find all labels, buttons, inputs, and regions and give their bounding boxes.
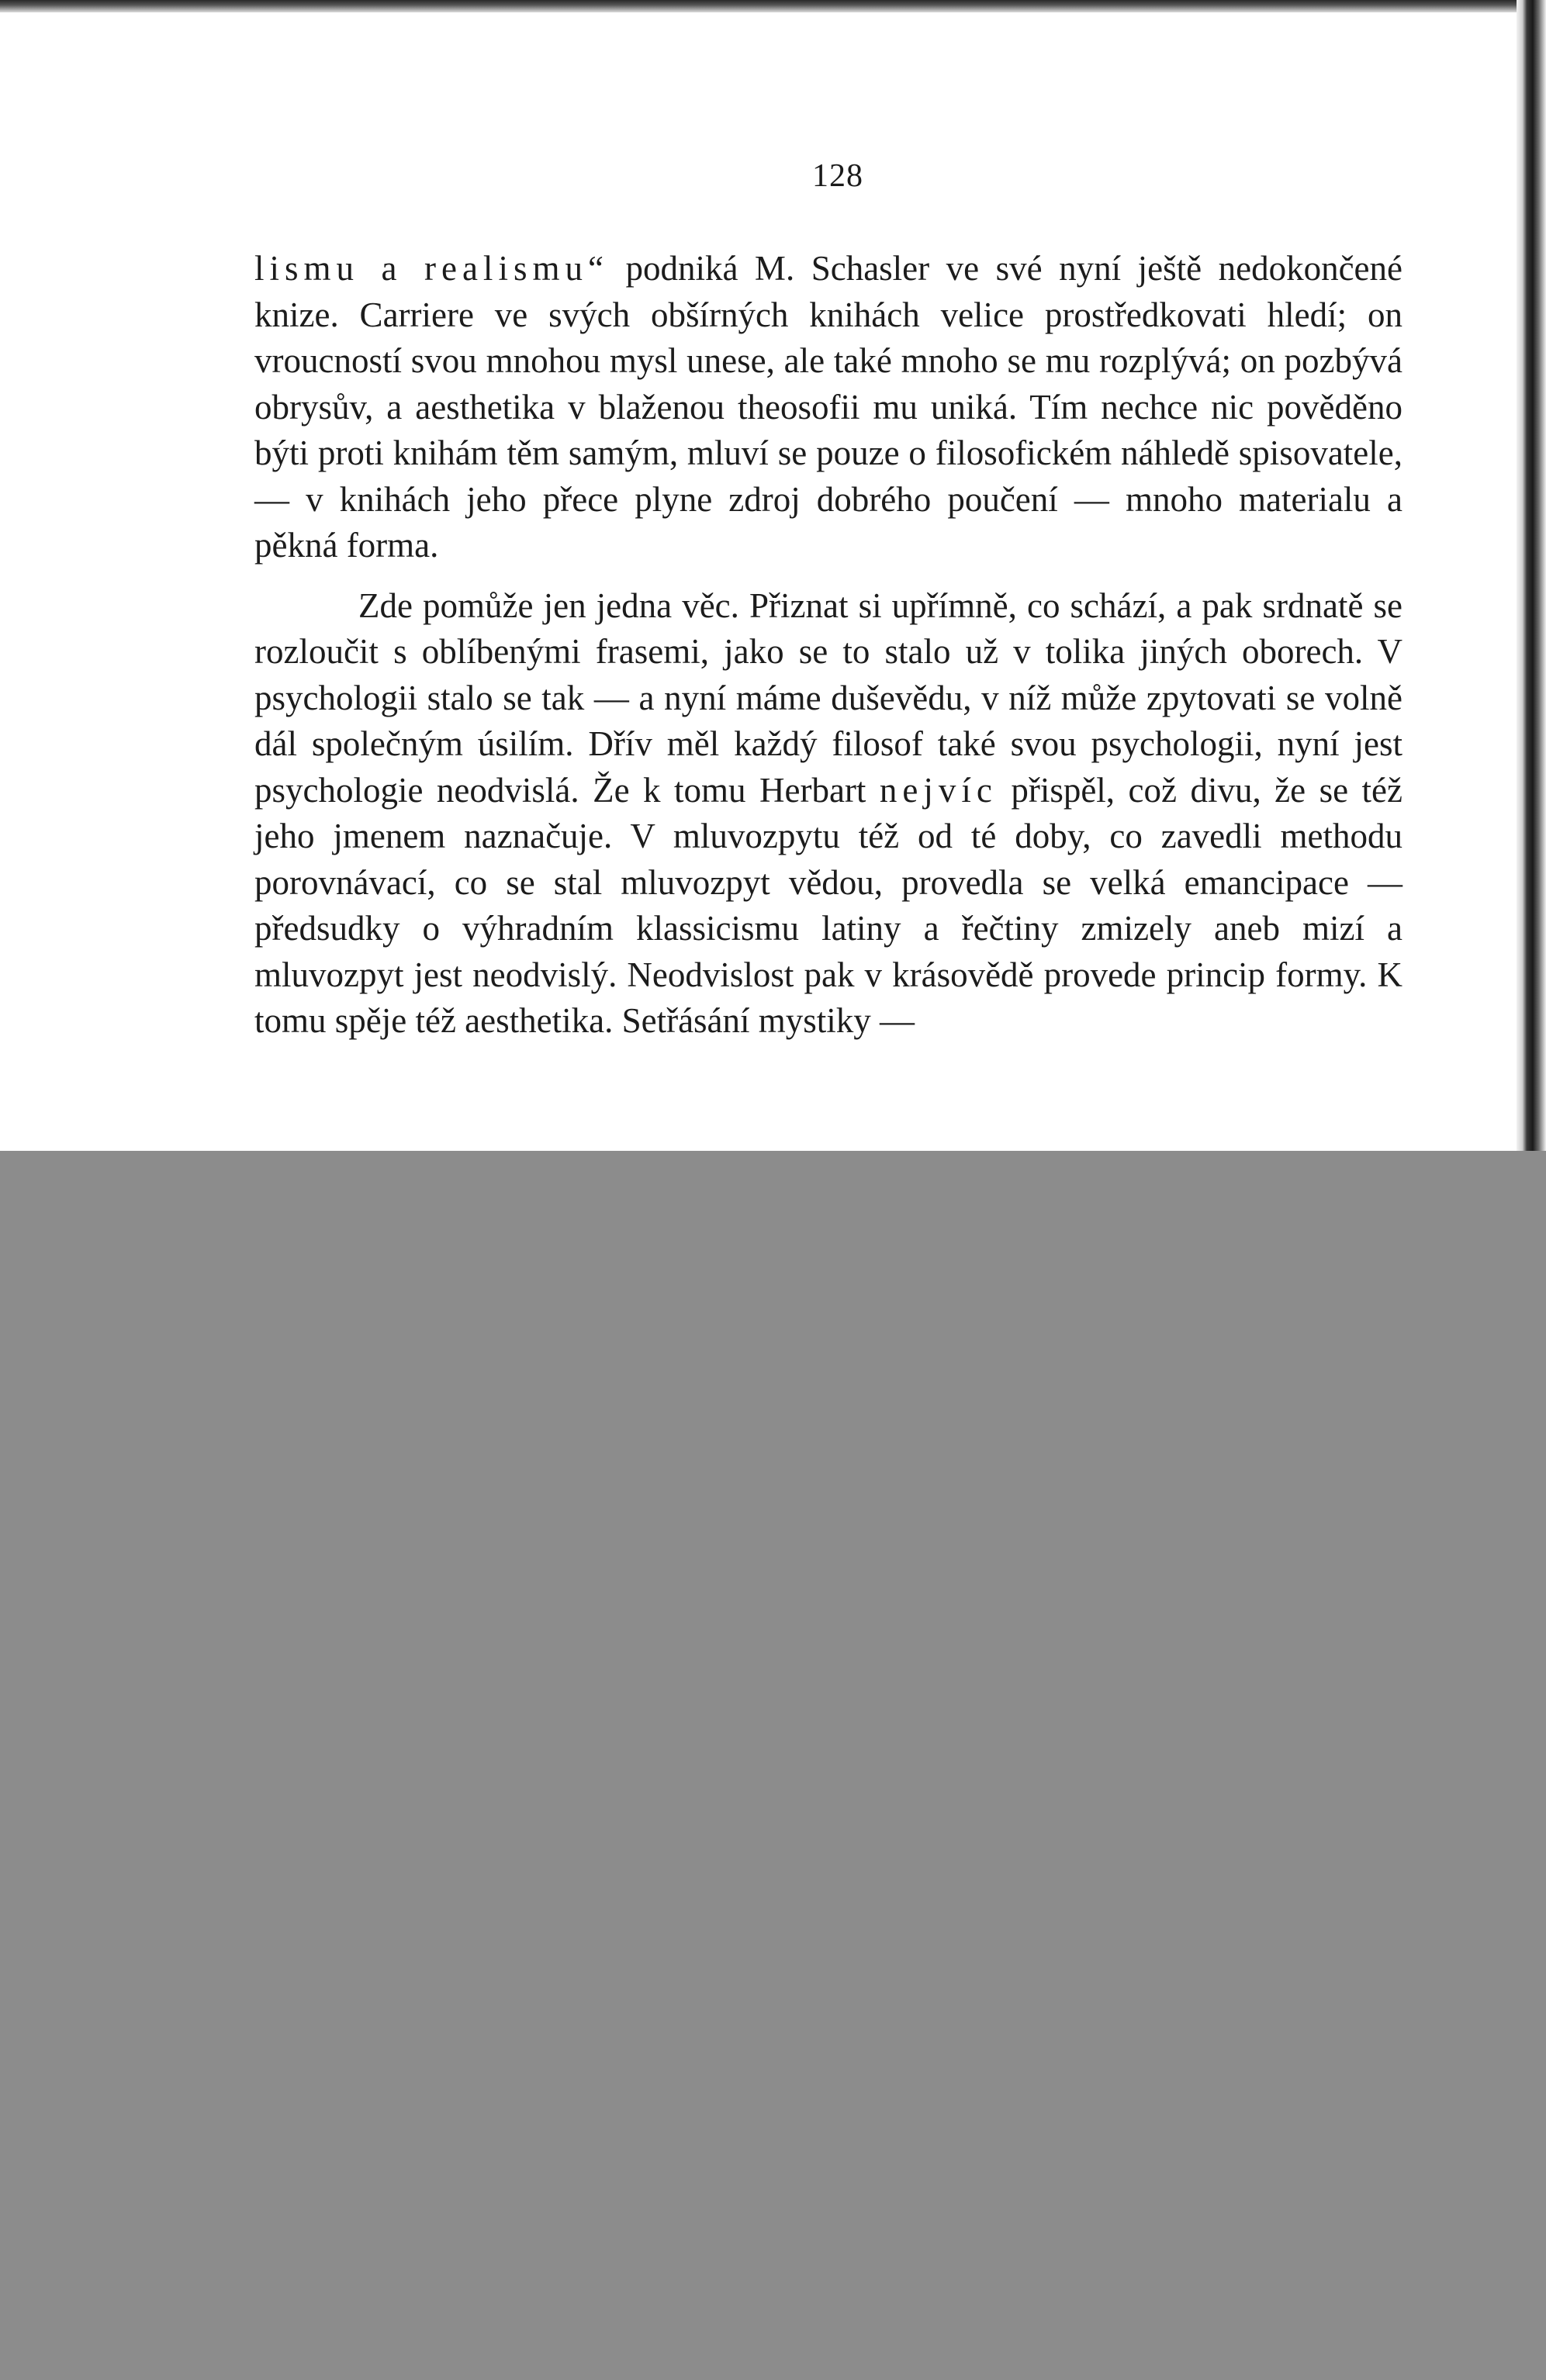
gray-cover-area (0, 1151, 1546, 2380)
spaced-word: nejvíc (879, 770, 998, 810)
page-body (254, 246, 1402, 1045)
paragraph-1 (254, 246, 1402, 569)
paragraph-2-text-end: přispěl, což divu, že se též jeho jmenem naznačuje. V mluvozpytu též od té doby, co zavedli methodu porovnávací, co se stal mluvozpyt vědou, provedla se velká emancipace — předsudky o výhradním klassicismu latiny a řečtiny zmizely aneb mizí a mluvozpyt jest neodvislý. Neodvislost pak v krásovědě provede princip formy. K tomu spěje též aesthetika. Setřásání mystiky — (254, 770, 1402, 1040)
spaced-phrase: lismu a realismu“ (254, 249, 609, 288)
scan-top-edge (0, 0, 1546, 12)
paragraph-1-text: podniká M. Schasler ve své nyní ještě nedokončené knize. Carriere ve svých obšírných knihách velice prostředkovati hledí; on vroucností svou mnohou mysl unese, ale také mnoho se mu rozplývá; on pozbývá obrysův, a aesthetika v blaženou theosofii mu uniká. Tím nechce nic pověděno býti proti knihám těm samým, mluví se pouze o filosofickém náhledě spisovatele, — v knihách jeho přece plyne zdroj dobrého poučení — mnoho materialu a pěkná forma. (254, 249, 1402, 565)
paragraph-2 (254, 583, 1402, 1045)
page-number: 128 (812, 158, 863, 194)
book-page (0, 0, 1546, 1151)
paragraph-2-text-start: Zde pomůže jen jedna věc. Přiznat si upřímně, co schází, a pak srdnatě se rozloučit s oblíbenými frasemi, jako se to stalo už v tolika jiných oborech. V psychologii stalo se tak — a nyní máme duševědu, v níž může zpytovati se volně dál společným úsilím. Dřív měl každý filosof také svou psychologii, nyní jest psychologie neodvislá. Že k tomu Herbart (254, 586, 1402, 810)
